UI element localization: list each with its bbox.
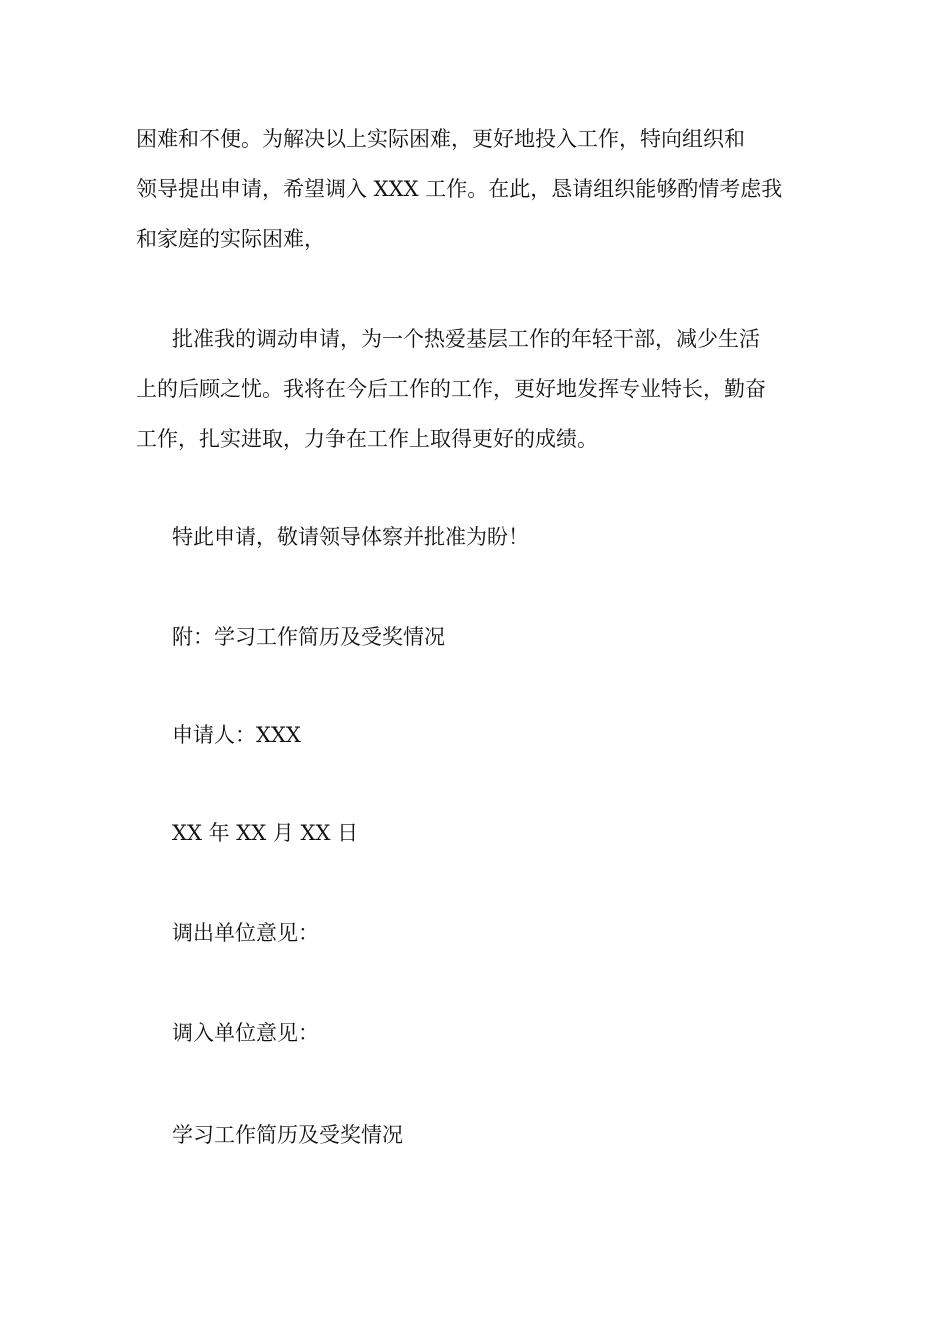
applicant-line: 申请人：XXX <box>172 723 301 747</box>
transfer-out-opinion: 调出单位意见： <box>172 921 319 945</box>
paragraph-2-line-1: 批准我的调动申请，为一个热爱基层工作的年轻干部，减少生活 <box>172 327 760 351</box>
transfer-in-opinion: 调入单位意见： <box>172 1021 319 1045</box>
paragraph-2-line-3: 工作，扎实进取，力争在工作上取得更好的成绩。 <box>136 427 598 451</box>
attachment-line: 附：学习工作简历及受奖情况 <box>172 625 445 649</box>
closing-line: 特此申请，敬请领导体察并批准为盼！ <box>172 525 529 549</box>
paragraph-1-line-3: 和家庭的实际困难， <box>136 227 325 251</box>
paragraph-1-line-1: 困难和不便。为解决以上实际困难，更好地投入工作，特向组织和 <box>136 127 745 151</box>
date-line: XX 年 XX 月 XX 日 <box>172 821 359 845</box>
paragraph-2-line-2: 上的后顾之忧。我将在今后工作的工作，更好地发挥专业特长，勤奋 <box>136 377 766 401</box>
paragraph-1-line-2: 领导提出申请，希望调入 XXX 工作。在此，恳请组织能够酌情考虑我 <box>136 177 783 201</box>
resume-heading: 学习工作简历及受奖情况 <box>172 1123 403 1147</box>
